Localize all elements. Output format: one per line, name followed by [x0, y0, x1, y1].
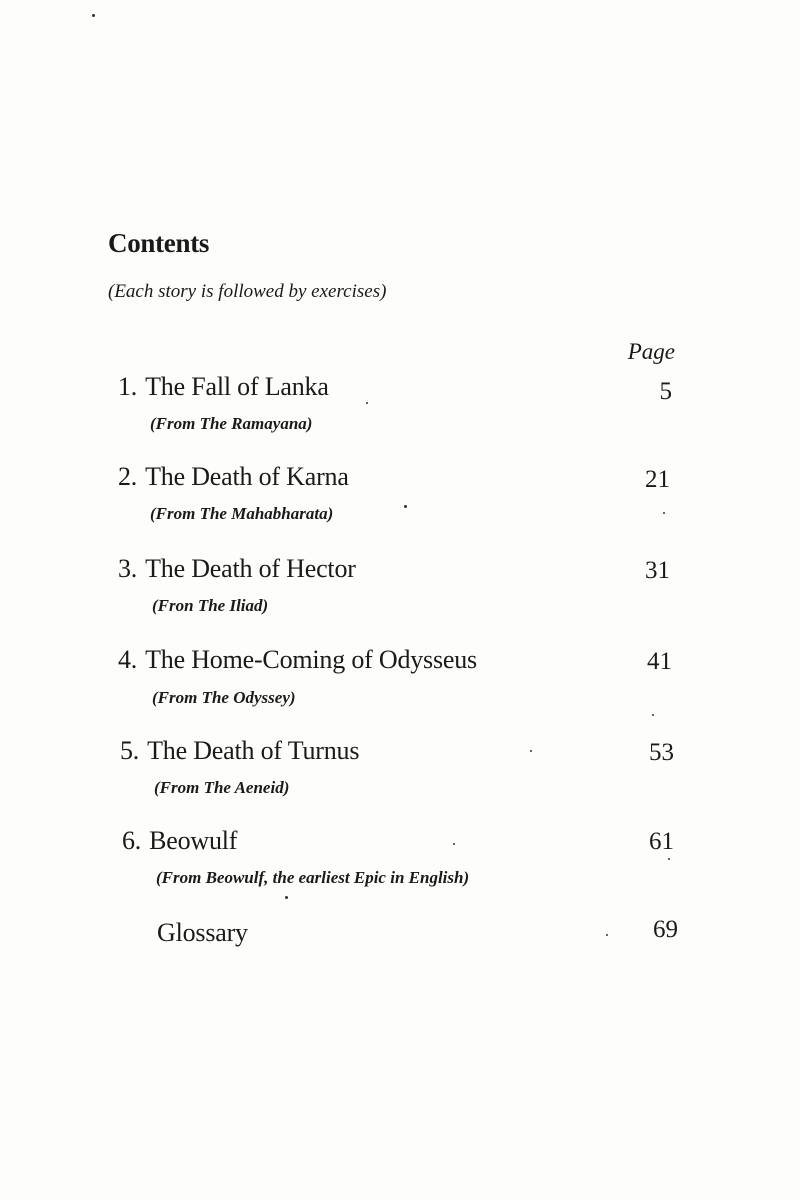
entry-source: (From The Ramayana) — [150, 414, 313, 433]
toc-entry-glossary[interactable] — [157, 918, 248, 948]
scan-speck — [652, 714, 654, 716]
entry-title: The Death of Turnus — [147, 736, 360, 765]
toc-entry-1[interactable] — [118, 372, 329, 402]
entry-title: The Death of Hector — [145, 554, 356, 583]
entry-number: 2. — [118, 462, 138, 491]
entry-title: Glossary — [157, 918, 248, 947]
toc-entry-2[interactable] — [118, 462, 349, 492]
entry-source: (From The Mahabharata) — [150, 504, 334, 523]
entry-source: (Fron The Iliad) — [152, 596, 269, 615]
toc-entry-4[interactable] — [118, 645, 477, 675]
scan-speck — [404, 505, 407, 508]
scan-speck — [663, 512, 665, 514]
toc-entry-6[interactable] — [122, 826, 237, 856]
contents-heading: Contents — [108, 228, 210, 258]
toc-entry-5[interactable] — [120, 736, 359, 766]
entry-page-number: 69 — [653, 916, 678, 943]
entry-source: (From Beowulf, the earliest Epic in English) — [156, 868, 470, 887]
entry-number: 4. — [118, 645, 138, 674]
scan-speck — [668, 858, 670, 860]
entry-number: 3. — [118, 554, 138, 583]
scan-speck — [366, 402, 368, 404]
entry-title: The Death of Karna — [145, 462, 349, 491]
scan-speck — [453, 843, 455, 845]
entry-number: 5. — [120, 736, 140, 765]
entry-page-number: 5 — [659, 378, 672, 405]
entry-page-number: 41 — [647, 648, 672, 675]
entry-source: (From The Odyssey) — [152, 688, 296, 707]
entry-page-number: 21 — [645, 466, 670, 493]
entry-title: Beowulf — [149, 826, 238, 855]
entry-title: The Fall of Lanka — [145, 372, 329, 401]
scan-speck — [92, 14, 95, 17]
scan-speck — [530, 750, 532, 752]
toc-entry-3[interactable] — [118, 554, 356, 584]
scan-speck — [285, 896, 288, 899]
contents-subheading: (Each story is followed by exercises) — [108, 281, 387, 302]
entry-page-number: 53 — [649, 739, 674, 766]
entry-page-number: 31 — [645, 557, 670, 584]
entry-number: 1. — [118, 372, 138, 401]
scan-speck — [606, 934, 608, 936]
page-column-label: Page — [627, 339, 675, 364]
entry-title: The Home-Coming of Odysseus — [145, 645, 477, 674]
entry-page-number: 61 — [649, 828, 674, 855]
entry-number: 6. — [122, 826, 142, 855]
entry-source: (From The Aeneid) — [154, 778, 290, 797]
